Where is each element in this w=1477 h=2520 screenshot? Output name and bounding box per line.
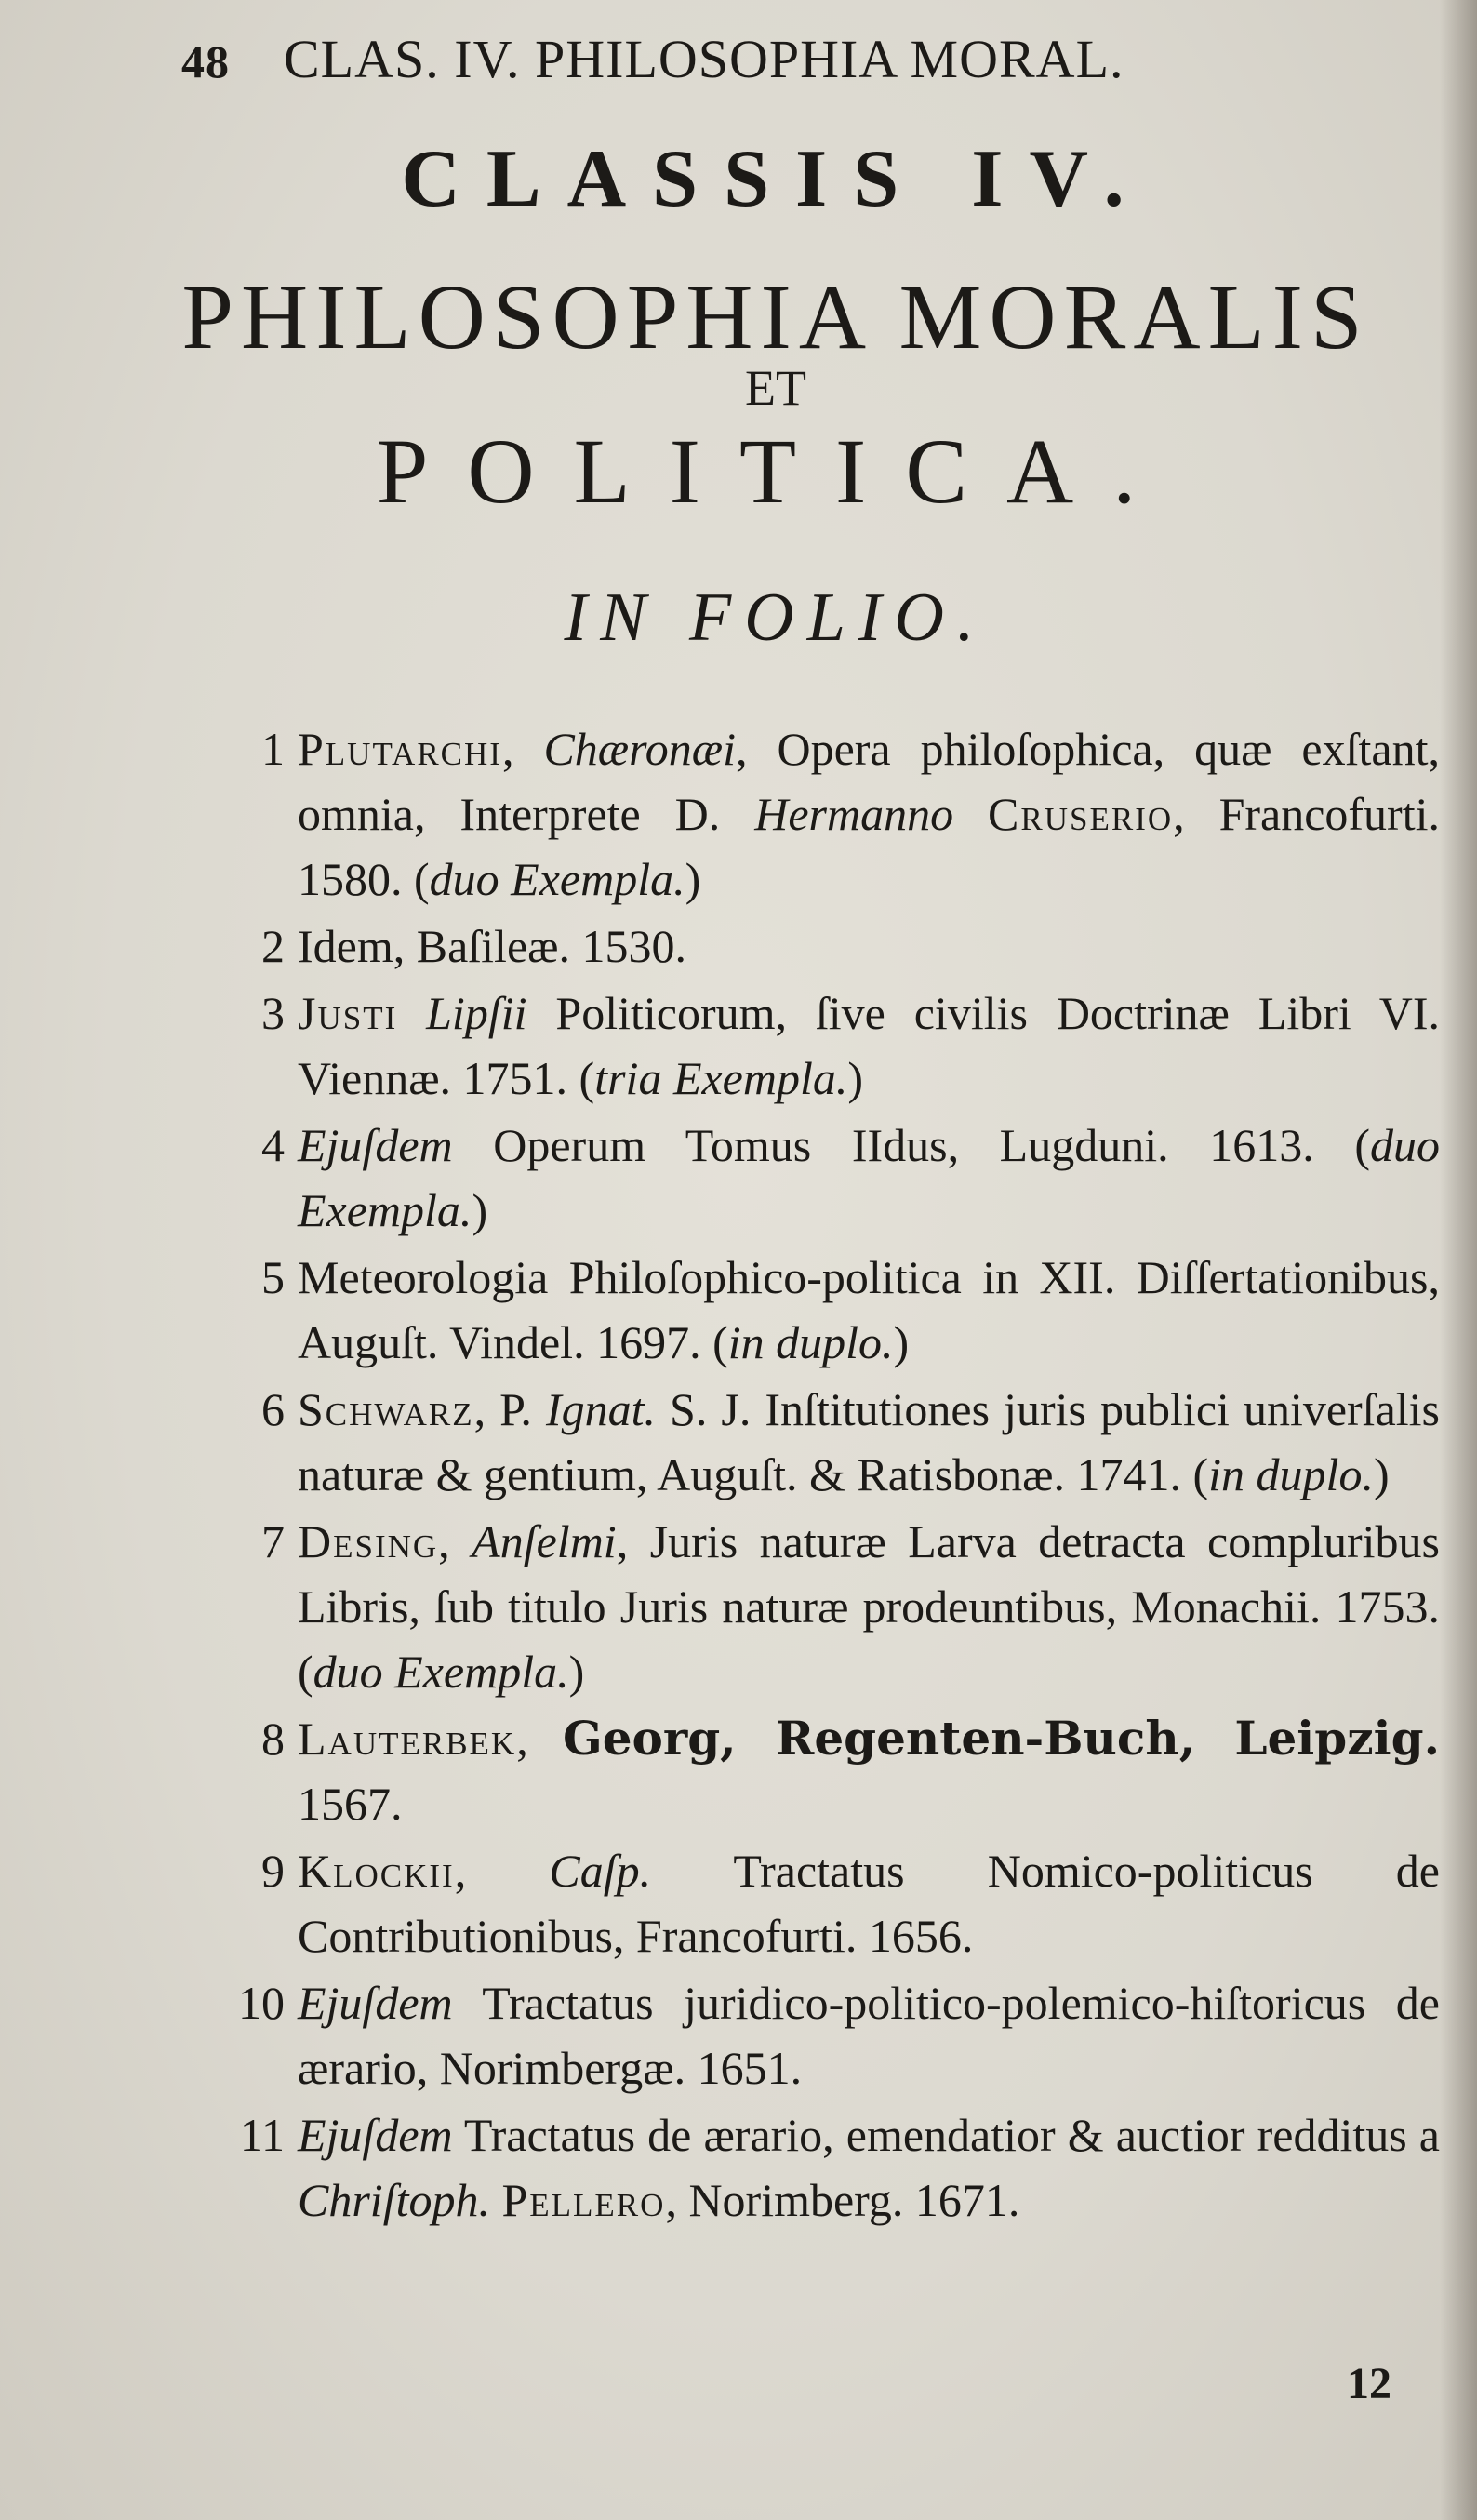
entry-text-segment: Ignat.: [545, 1383, 656, 1435]
entry-text-segment: , Juris naturæ Larva detracta compluribus Libris, ſub titulo Juris naturæ prodeuntibus, Monachii. 1753. (: [298, 1515, 1440, 1698]
entry-text-segment: Lauterbek: [298, 1713, 517, 1765]
entry-text-segment: Anſelmi: [472, 1515, 617, 1567]
title-conjunction: ET: [745, 359, 806, 416]
entry-text-segment: Lipſii: [426, 987, 527, 1039]
entry-text-segment: ): [685, 853, 701, 905]
entry-text-segment: , P.: [473, 1383, 546, 1435]
catalog-entry: [0, 1113, 1440, 1243]
entry-number: 11: [239, 2109, 285, 2161]
entry-text-segment: Politicorum, ſive civilis Doctrinæ Libri VI. Viennæ. 1751. (: [298, 987, 1441, 1104]
catalog-entry: [0, 2102, 1440, 2233]
entry-text-segment: in duplo.: [1208, 1448, 1374, 1500]
entry-text-segment: Chriſtoph.: [298, 2174, 490, 2226]
entry-text-segment: , Francofurti. 1580. (: [298, 788, 1440, 905]
catalog-entry: [0, 1706, 1440, 1836]
entry-number: 3: [261, 987, 285, 1039]
page-number: 48: [181, 35, 230, 87]
entry-text-segment: 1567.: [298, 1778, 403, 1830]
page-edge-shadow: [1440, 0, 1477, 2520]
entry-number: 6: [261, 1383, 285, 1435]
entry-text-segment: Tractatus juridico-politico-polemico-hiſtoricus de ærario, Norimbergæ. 1651.: [298, 1977, 1440, 2094]
entry-text-segment: Klockii: [298, 1845, 455, 1897]
entry-text-segment: ): [893, 1316, 910, 1368]
entry-text-segment: ): [1373, 1448, 1390, 1500]
catalog-entry: [0, 1970, 1440, 2100]
entry-text-segment: Meteorologia Philoſophico-politica in XII. Diſſertationibus, Auguſt. Vindel. 1697. (: [298, 1251, 1440, 1368]
entry-text-segment: Justi: [298, 987, 398, 1039]
entry-text-segment: duo Exempla.: [429, 853, 685, 905]
entry-text-segment: Ejuſdem: [298, 1119, 453, 1171]
entry-text: [298, 1970, 1440, 2100]
format-heading: IN FOLIO.: [564, 579, 988, 656]
entry-text-segment: ,: [501, 723, 544, 775]
entry-text-segment: [490, 2174, 502, 2226]
catalog-entry: [0, 716, 1440, 912]
entry-number: 8: [261, 1713, 285, 1765]
entry-text: [298, 980, 1440, 1111]
entry-text-segment: ): [568, 1646, 585, 1698]
entry-text-segment: Cruserio: [988, 788, 1174, 840]
entry-text-segment: Caſp.: [549, 1845, 652, 1897]
entry-text-segment: Ejuſdem: [298, 2109, 453, 2161]
entry-text-segment: [397, 987, 426, 1039]
entry-text-segment: Tractatus Nomico-politicus de Contributionibus, Francofurti. 1656.: [298, 1845, 1440, 1962]
catalog-entry: [0, 980, 1440, 1111]
entry-text-segment: S. J. Inſtitutiones juris publici univerſalis naturæ & gentium, Auguſt. & Ratisbonæ. 1741. (: [298, 1383, 1441, 1500]
entry-text-segment: ,: [516, 1713, 564, 1765]
entry-text-segment: ,: [454, 1845, 550, 1897]
entry-text: [298, 913, 1440, 979]
entry-text-segment: [953, 788, 988, 840]
entry-text-segment: Operum Tomus IIdus, Lugduni. 1613. (: [452, 1119, 1370, 1171]
entry-number: 5: [261, 1251, 285, 1303]
entry-text-segment: Pellero: [501, 2174, 666, 2226]
catalog-entry: [0, 1509, 1440, 1704]
entry-number: 1: [261, 723, 285, 775]
entry-text: [298, 1113, 1440, 1243]
entry-text-segment: Ejuſdem: [298, 1977, 453, 2029]
entry-number: 9: [261, 1845, 285, 1897]
entry-text: [298, 1838, 1440, 1968]
entry-text-segment: , Norimberg. 1671.: [665, 2174, 1020, 2226]
entry-list: [0, 716, 1440, 2234]
catalog-entry: [0, 913, 1440, 979]
entry-number: 2: [261, 920, 285, 972]
entry-text-segment: Desing: [298, 1515, 439, 1567]
catalog-entry: [0, 1377, 1440, 1507]
catalog-entry: [0, 1838, 1440, 1968]
entry-text-segment: ): [847, 1052, 864, 1104]
entry-text-segment: duo Exempla.: [313, 1646, 569, 1698]
running-title: CLAS. IV. PHILOSOPHIA MORAL.: [284, 29, 1124, 89]
entry-number: 10: [238, 1977, 285, 2029]
catchword: 12: [1347, 2359, 1391, 2408]
entry-text-segment: tria Exempla.: [594, 1052, 848, 1104]
entry-text-segment: in duplo.: [727, 1316, 894, 1368]
entry-text-segment: Chæronæi: [543, 723, 736, 775]
entry-text-segment: Tractatus de ærario, emendatior & auctior redditus a: [452, 2109, 1440, 2161]
subtitle: POLITICA.: [376, 419, 1176, 523]
class-heading: CLASSIS IV.: [401, 134, 1151, 224]
entry-text-segment: Plutarchi: [298, 723, 502, 775]
entry-text-segment: Idem, Baſileæ. 1530.: [298, 920, 686, 972]
entry-text-segment: , Opera philoſophica, quæ exſtant, omnia, Interprete D.: [298, 723, 1440, 840]
entry-text-segment: Schwarz: [298, 1383, 474, 1435]
entry-text-segment: ,: [438, 1515, 472, 1567]
entry-text: [298, 1245, 1440, 1375]
entry-text-segment: ): [472, 1184, 488, 1236]
title-block: [112, 130, 1440, 658]
main-title: PHILOSOPHIA MORALIS: [181, 264, 1370, 368]
entry-text: [298, 1706, 1440, 1836]
entry-text-segment: Georg, Regenten-Buch, Leipzig.: [563, 1711, 1441, 1766]
entry-text-segment: Hermanno: [754, 788, 954, 840]
entry-text: [298, 716, 1440, 912]
entry-text: [298, 2102, 1440, 2233]
entry-text: [298, 1509, 1440, 1704]
running-head: [181, 28, 1421, 90]
entry-number: 7: [261, 1515, 285, 1567]
entry-number: 4: [261, 1119, 285, 1171]
entry-text-segment: duo Exempla.: [298, 1119, 1440, 1236]
catalog-entry: [0, 1245, 1440, 1375]
entry-text: [298, 1377, 1440, 1507]
